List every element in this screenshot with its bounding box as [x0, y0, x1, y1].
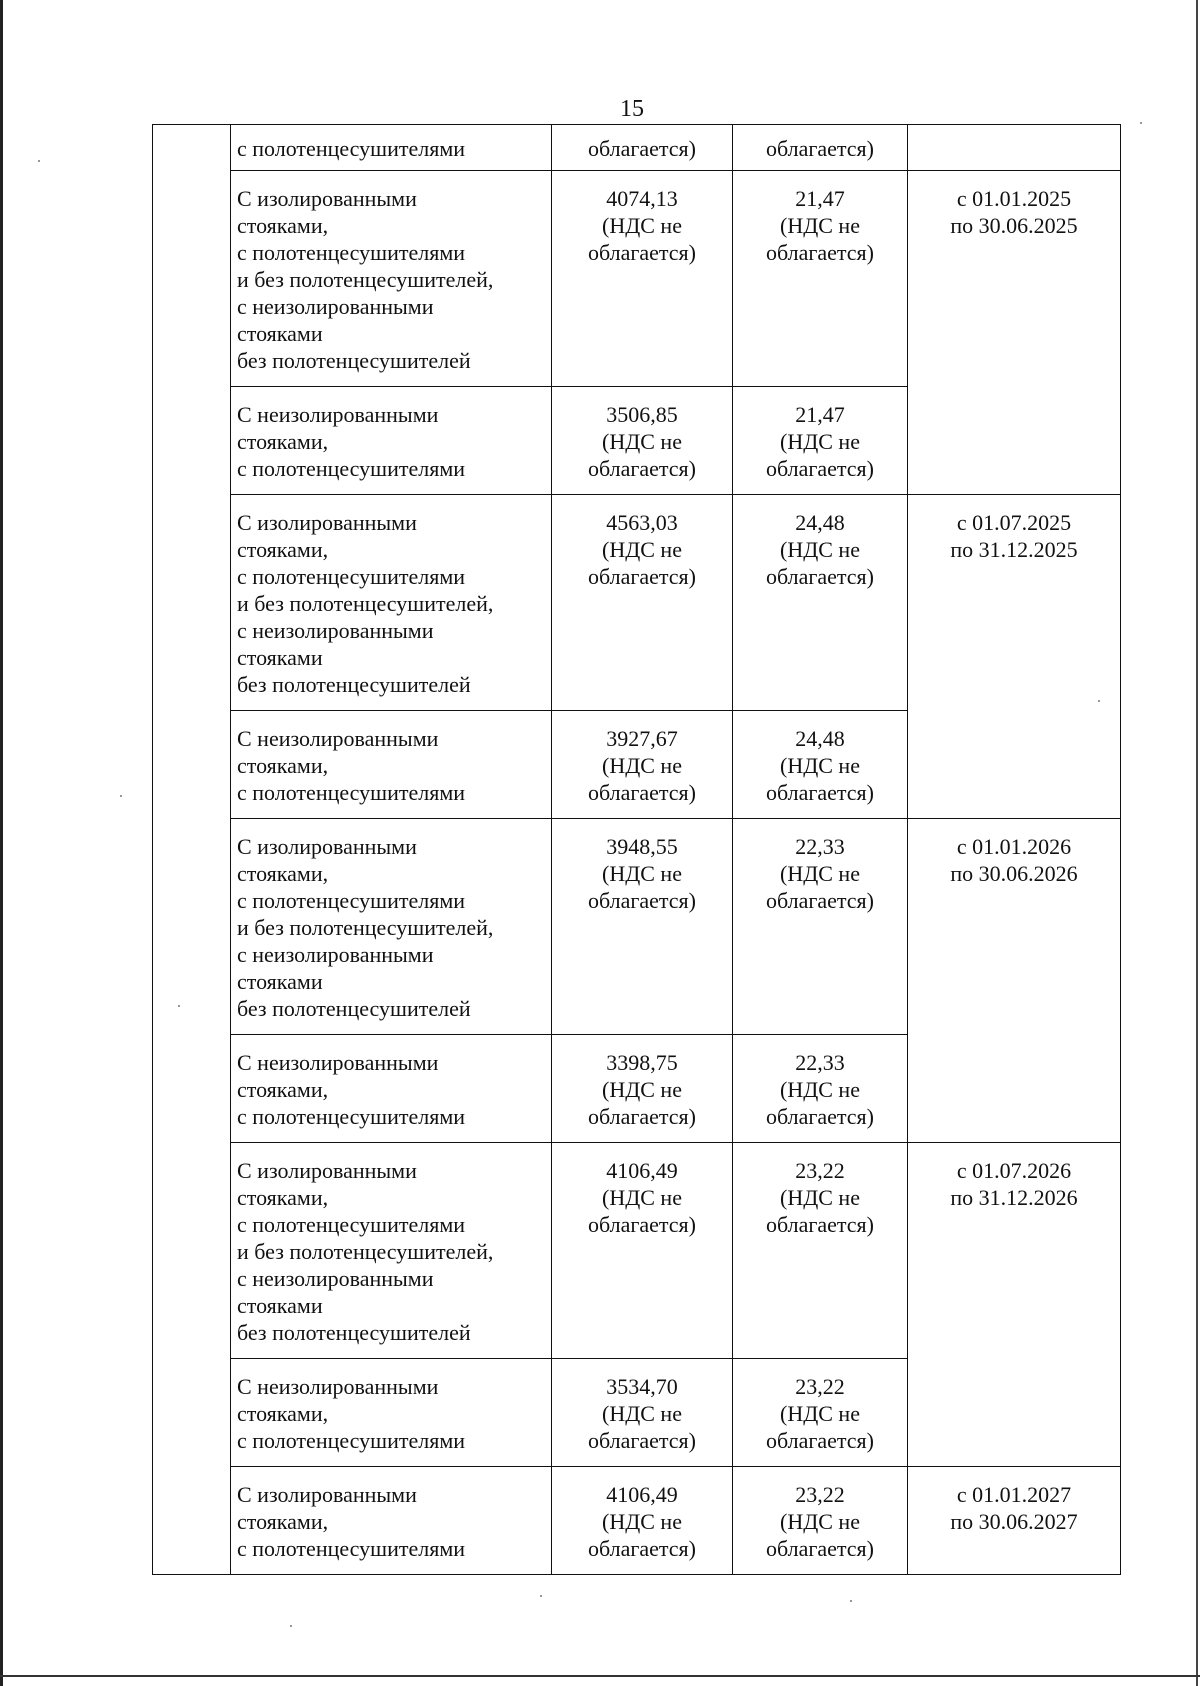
- price-cell: [552, 387, 733, 495]
- table-row: [153, 819, 1121, 1035]
- energy-cell: [733, 387, 908, 495]
- cell-text-line: 4074,13: [606, 186, 678, 211]
- cell-text-line: (НДС не: [780, 1077, 860, 1102]
- period-cell: [908, 819, 1121, 1143]
- cell-text-line: облагается): [587, 240, 697, 265]
- cell-text-line: (НДС не: [780, 213, 860, 238]
- cell-text-line: стояками,: [237, 1509, 329, 1534]
- cell-text-line: С изолированными: [237, 510, 417, 535]
- cell-text-line: стояками,: [237, 753, 329, 778]
- cell-text-line: облагается): [587, 1428, 697, 1453]
- cell-text-line: с полотенцесушителями: [237, 1536, 466, 1561]
- cell-text-line: стояками,: [237, 1077, 329, 1102]
- scan-speck: [290, 1625, 292, 1627]
- cell-text-line: облагается): [587, 456, 697, 481]
- cell-text-line: с полотенцесушителями: [237, 564, 466, 589]
- cell-text-line: 23,22: [795, 1374, 845, 1399]
- scan-speck: [38, 160, 40, 162]
- cell-text-line: облагается): [765, 456, 875, 481]
- price-cell: [552, 1467, 733, 1575]
- cell-text-line: 4563,03: [606, 510, 678, 535]
- cell-text-line: с неизолированными: [237, 1266, 434, 1291]
- cell-text-line: 3948,55: [606, 834, 678, 859]
- energy-cell: [733, 819, 908, 1035]
- period-cell: [908, 495, 1121, 819]
- cell-text-line: по 31.12.2026: [950, 1185, 1078, 1210]
- page-number: 15: [620, 96, 644, 122]
- cell-text-line: облагается): [587, 136, 697, 161]
- period-cell: [908, 125, 1121, 171]
- table-row: [153, 171, 1121, 387]
- energy-cell: [733, 711, 908, 819]
- cell-text-line: с неизолированными: [237, 942, 434, 967]
- cell-text-line: облагается): [587, 1212, 697, 1237]
- cell-text-line: облагается): [765, 136, 875, 161]
- description-cell: [231, 1467, 552, 1575]
- cell-text-line: стояками,: [237, 537, 329, 562]
- cell-text-line: и без полотенцесушителей,: [237, 591, 494, 616]
- cell-text-line: облагается): [765, 1428, 875, 1453]
- cell-text-line: С изолированными: [237, 186, 417, 211]
- description-cell: [231, 171, 552, 387]
- cell-text-line: с 01.01.2025: [956, 186, 1072, 211]
- page-border-bottom: [0, 1675, 1200, 1677]
- cell-text-line: 3534,70: [606, 1374, 678, 1399]
- description-cell: [231, 125, 552, 171]
- cell-text-line: с полотенцесушителями: [237, 780, 466, 805]
- cell-text-line: с полотенцесушителями: [237, 1104, 466, 1129]
- description-cell: [231, 1359, 552, 1467]
- energy-cell: [733, 1143, 908, 1359]
- cell-text-line: 4106,49: [606, 1158, 678, 1183]
- cell-text-line: и без полотенцесушителей,: [237, 915, 494, 940]
- cell-text-line: с полотенцесушителями: [237, 1212, 466, 1237]
- cell-text-line: 21,47: [795, 186, 845, 211]
- cell-text-line: (НДС не: [602, 1077, 682, 1102]
- cell-text-line: с 01.07.2025: [956, 510, 1072, 535]
- description-cell: [231, 387, 552, 495]
- cell-text-line: с полотенцесушителями: [237, 136, 466, 161]
- tariff-table-body: [153, 125, 1121, 1575]
- cell-text-line: (НДС не: [602, 861, 682, 886]
- cell-text-line: с полотенцесушителями: [237, 888, 466, 913]
- cell-text-line: 3506,85: [606, 402, 678, 427]
- cell-text-line: (НДС не: [780, 429, 860, 454]
- cell-text-line: по 30.06.2026: [950, 861, 1078, 886]
- cell-text-line: облагается): [765, 780, 875, 805]
- cell-text-line: без полотенцесушителей: [237, 348, 471, 373]
- cell-text-line: 24,48: [795, 726, 845, 751]
- cell-text-line: с 01.07.2026: [956, 1158, 1072, 1183]
- cell-text-line: без полотенцесушителей: [237, 672, 471, 697]
- cell-text-line: (НДС не: [780, 1401, 860, 1426]
- cell-text-line: 23,22: [795, 1482, 845, 1507]
- cell-text-line: С неизолированными: [237, 726, 439, 751]
- cell-text-line: 3927,67: [606, 726, 678, 751]
- cell-text-line: стояками: [237, 645, 323, 670]
- cell-text-line: стояками: [237, 1293, 323, 1318]
- price-cell: [552, 495, 733, 711]
- cell-text-line: облагается): [765, 1104, 875, 1129]
- cell-text-line: (НДС не: [602, 1185, 682, 1210]
- cell-text-line: с полотенцесушителями: [237, 456, 466, 481]
- cell-text-line: (НДС не: [602, 753, 682, 778]
- energy-cell: [733, 1467, 908, 1575]
- period-cell: [908, 171, 1121, 495]
- cell-text-line: (НДС не: [602, 1509, 682, 1534]
- cell-text-line: 23,22: [795, 1158, 845, 1183]
- cell-text-line: стояками: [237, 321, 323, 346]
- description-cell: [231, 819, 552, 1035]
- table-row: [153, 1143, 1121, 1359]
- cell-text-line: стояками,: [237, 213, 329, 238]
- cell-text-line: облагается): [765, 1212, 875, 1237]
- cell-text-line: облагается): [765, 1536, 875, 1561]
- cell-text-line: (НДС не: [780, 1509, 860, 1534]
- period-cell: [908, 1143, 1121, 1467]
- cell-text-line: стояками,: [237, 1401, 329, 1426]
- cell-text-line: 3398,75: [606, 1050, 678, 1075]
- scan-speck: [178, 1005, 180, 1007]
- energy-cell: [733, 1035, 908, 1143]
- energy-cell: [733, 1359, 908, 1467]
- cell-text-line: С неизолированными: [237, 1374, 439, 1399]
- cell-text-line: без полотенцесушителей: [237, 1320, 471, 1345]
- price-cell: [552, 711, 733, 819]
- cell-text-line: (НДС не: [602, 1401, 682, 1426]
- table-row: [153, 1467, 1121, 1575]
- cell-text-line: С неизолированными: [237, 1050, 439, 1075]
- cell-text-line: С изолированными: [237, 834, 417, 859]
- price-cell: [552, 1035, 733, 1143]
- scan-speck: [850, 1600, 852, 1602]
- description-cell: [231, 1035, 552, 1143]
- cell-text-line: без полотенцесушителей: [237, 996, 471, 1021]
- tariff-table: [152, 124, 1121, 1575]
- cell-text-line: (НДС не: [780, 861, 860, 886]
- cell-text-line: облагается): [765, 888, 875, 913]
- energy-cell: [733, 171, 908, 387]
- cell-text-line: и без полотенцесушителей,: [237, 1239, 494, 1264]
- scan-speck: [1140, 122, 1142, 124]
- table-row: [153, 495, 1121, 711]
- cell-text-line: облагается): [587, 888, 697, 913]
- cell-text-line: по 30.06.2025: [950, 213, 1078, 238]
- page-border-right: [1196, 0, 1198, 1686]
- price-cell: [552, 171, 733, 387]
- cell-text-line: по 30.06.2027: [950, 1509, 1078, 1534]
- cell-text-line: стояками,: [237, 429, 329, 454]
- page-border-left: [0, 0, 3, 1686]
- cell-text-line: стояками: [237, 969, 323, 994]
- cell-text-line: 22,33: [795, 834, 845, 859]
- cell-text-line: С изолированными: [237, 1482, 417, 1507]
- cell-text-line: стояками,: [237, 861, 329, 886]
- energy-cell: [733, 125, 908, 171]
- cell-text-line: облагается): [587, 1536, 697, 1561]
- description-cell: [231, 1143, 552, 1359]
- cell-text-line: облагается): [587, 1104, 697, 1129]
- cell-text-line: 22,33: [795, 1050, 845, 1075]
- cell-text-line: облагается): [765, 240, 875, 265]
- period-cell: [908, 1467, 1121, 1575]
- cell-text-line: 4106,49: [606, 1482, 678, 1507]
- energy-cell: [733, 495, 908, 711]
- cell-text-line: 24,48: [795, 510, 845, 535]
- cell-text-line: облагается): [765, 564, 875, 589]
- cell-text-line: (НДС не: [602, 537, 682, 562]
- blank-column-cell: [153, 125, 231, 1575]
- price-cell: [552, 1359, 733, 1467]
- cell-text-line: 21,47: [795, 402, 845, 427]
- price-cell: [552, 1143, 733, 1359]
- description-cell: [231, 495, 552, 711]
- description-cell: [231, 711, 552, 819]
- cell-text-line: (НДС не: [780, 1185, 860, 1210]
- cell-text-line: стояками,: [237, 1185, 329, 1210]
- cell-text-line: и без полотенцесушителей,: [237, 267, 494, 292]
- price-cell: [552, 819, 733, 1035]
- cell-text-line: с 01.01.2026: [956, 834, 1072, 859]
- cell-text-line: с полотенцесушителями: [237, 240, 466, 265]
- scan-speck: [540, 1595, 542, 1597]
- cell-text-line: С неизолированными: [237, 402, 439, 427]
- cell-text-line: с неизолированными: [237, 294, 434, 319]
- scan-speck: [120, 795, 122, 797]
- cell-text-line: с полотенцесушителями: [237, 1428, 466, 1453]
- cell-text-line: облагается): [587, 564, 697, 589]
- cell-text-line: (НДС не: [780, 537, 860, 562]
- cell-text-line: (НДС не: [602, 429, 682, 454]
- cell-text-line: по 31.12.2025: [950, 537, 1078, 562]
- cell-text-line: (НДС не: [780, 753, 860, 778]
- cell-text-line: (НДС не: [602, 213, 682, 238]
- scan-speck: [1098, 700, 1100, 702]
- price-cell: [552, 125, 733, 171]
- cell-text-line: с неизолированными: [237, 618, 434, 643]
- cell-text-line: с 01.01.2027: [956, 1482, 1072, 1507]
- table-row: [153, 125, 1121, 171]
- cell-text-line: С изолированными: [237, 1158, 417, 1183]
- cell-text-line: облагается): [587, 780, 697, 805]
